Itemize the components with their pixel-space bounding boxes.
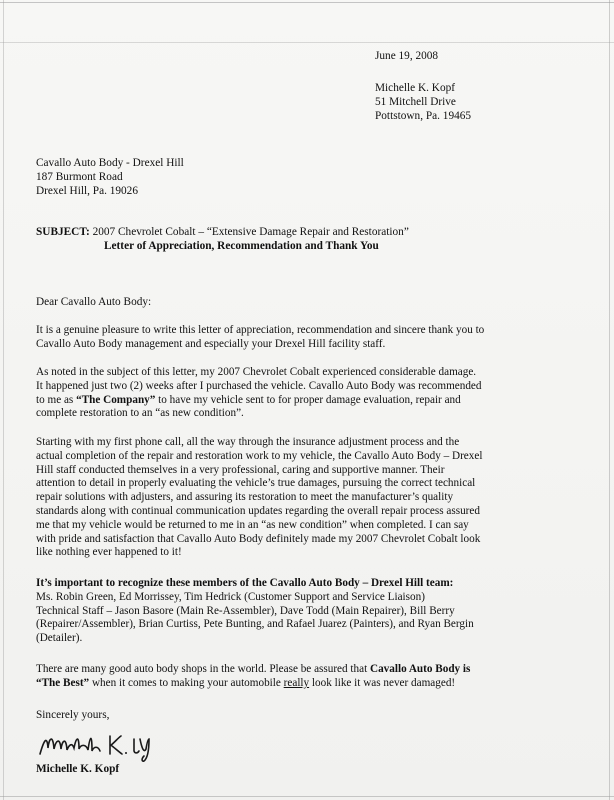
inline-bold-text: “The Best” [36,676,90,689]
paragraph-line: standards along with continual communication updates regarding the overall repair process assured [36,504,480,517]
paragraph-line: Hill staff conducted themselves in a very professional, caring and supportive manner. Their [36,463,445,476]
subject-text: 2007 Chevrolet Cobalt – “Extensive Damage Repair and Restoration” [92,226,409,238]
inline-text: when it comes to making your automobile [89,676,284,689]
subject-label: SUBJECT: [36,226,90,238]
paragraph-line [36,394,596,408]
paragraph-line: (Detailer). [36,632,83,645]
paragraph-2 [36,366,596,421]
letter-date: June 19, 2008 [375,50,439,62]
scan-edge-left [3,0,4,800]
sender-street: 51 Mitchell Drive [375,96,456,108]
paragraph-line: It happened just two (2) weeks after I purchased the vehicle. Cavallo Auto Body was recommended [36,379,482,392]
paragraph-line: like nothing ever happened to it! [36,546,182,559]
recipient-street: 187 Burmont Road [36,171,123,183]
recipient-city: Drexel Hill, Pa. 19026 [36,185,138,197]
paragraph-line: actual completion of the repair and restoration work to my vehicle, the Cavallo Auto Body – Drexel [36,449,483,462]
paragraph-4 [36,577,596,646]
team-heading: It’s important to recognize these members of the Cavallo Auto Body – Drexel Hill team: [36,577,454,589]
paragraph-line: repair solutions with adjusters, and assuring its restoration to meet the manufacturer’s quality [36,491,454,504]
inline-text: to have my vehicle sent to for proper damage evaluation, repair and [155,393,461,406]
closing: Sincerely yours, [36,709,110,721]
paragraph-line [36,663,596,677]
paragraph-5 [36,663,596,691]
signer-name: Michelle K. Kopf [36,763,120,775]
paragraph-line: Ms. Robin Green, Ed Morrissey, Tim Hedrick (Customer Support and Service Liaison) [36,590,425,603]
paragraph-line: complete restoration to an “as new condition”. [36,407,244,420]
paragraph-line: me that my vehicle would be returned to me in an “as new condition” when completed. I can say [36,518,469,531]
salutation: Dear Cavallo Auto Body: [36,296,152,308]
paragraph-3 [36,436,596,560]
inline-text: look like it was never damaged! [309,676,456,689]
scan-edge-right [609,0,610,800]
inline-text: There are many good auto body shops in the world. Please be assured that [36,663,370,675]
handwritten-signature [36,727,176,763]
sender-name: Michelle K. Kopf [375,82,455,94]
paragraph-line: Cavallo Auto Body management and especially your Drexel Hill facility staff. [36,337,386,350]
paragraph-line: attention to detail in properly evaluating the vehicle’s true damages, pursuing the correct technical [36,477,476,490]
paragraph-line: As noted in the subject of this letter, my 2007 Chevrolet Cobalt experienced considerable damage. [36,366,477,378]
scan-edge-top [0,2,614,3]
inline-underlined-text: really [283,676,310,689]
paragraph-line: Technical Staff – Jason Basore (Main Re-Assembler), Dave Todd (Main Repairer), Bill Berry [36,604,455,617]
paragraph-line: It is a genuine pleasure to write this letter of appreciation, recommendation and sincere thank you to [36,324,485,336]
sender-city: Pottstown, Pa. 19465 [375,110,472,122]
inline-text: to me as [36,393,77,406]
paragraph-line: (Repairer/Assembler), Brian Curtiss, Pete Bunting, and Rafael Juarez (Painters), and Ryan Bergin [36,618,474,631]
paragraph-line: with pride and satisfaction that Cavallo Auto Body definitely made my 2007 Chevrolet Cobalt look [36,532,481,545]
subject-line [36,226,409,240]
paragraph-line: Starting with my first phone call, all the way through the insurance adjustment process and the [36,436,460,448]
paragraph-line [36,677,596,691]
scan-edge-top-2 [0,42,614,43]
recipient-name: Cavallo Auto Body - Drexel Hill [36,157,184,169]
inline-bold-text: “The Company” [76,393,156,406]
paragraph-1 [36,324,596,352]
subject-subtitle: Letter of Appreciation, Recommendation and Thank You [104,240,379,252]
inline-bold-text: Cavallo Auto Body is [370,663,471,675]
scan-edge-bottom [0,796,614,797]
